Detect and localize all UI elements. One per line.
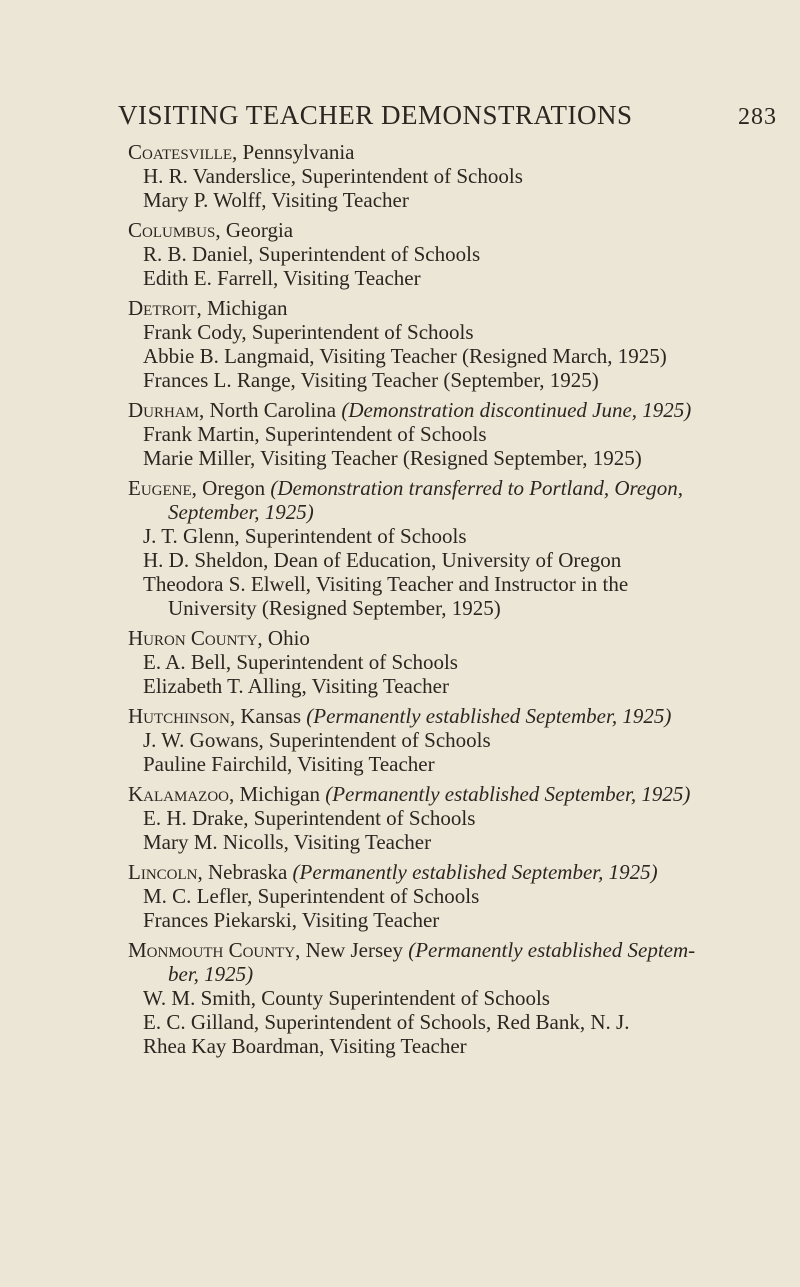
state-name: , Michigan <box>196 296 288 320</box>
place-line <box>128 626 768 650</box>
place-line <box>128 860 768 884</box>
page-number: 283 <box>738 104 777 130</box>
person-line: Frances Piekarski, Visiting Teacher <box>143 908 440 932</box>
status-note: (Permanently established September, 1925) <box>287 860 658 884</box>
entry-columbus <box>128 218 768 290</box>
person-line: Rhea Kay Boardman, Visiting Teacher <box>143 1034 467 1058</box>
state-name: , Georgia <box>215 218 294 242</box>
entry-eugene <box>128 476 768 620</box>
state-name: , Nebraska <box>197 860 288 884</box>
city-name: Lincoln <box>128 860 198 884</box>
entry-huron-county <box>128 626 768 698</box>
person-line: Frank Cody, Superintendent of Schools <box>143 320 474 344</box>
entry-hutchinson <box>128 704 768 776</box>
city-name: Columbus <box>128 218 216 242</box>
city-name: Eugene <box>128 476 192 500</box>
status-note: (Permanently established September, 1925) <box>319 782 691 806</box>
place-line <box>128 476 768 500</box>
state-name: , Michigan <box>229 782 320 806</box>
status-note: (Permanently established Septem- <box>402 938 696 962</box>
person-line: Edith E. Farrell, Visiting Teacher <box>143 266 421 290</box>
page-title: VISITING TEACHER DEMONSTRATIONS <box>118 100 633 130</box>
person-line: Frances L. Range, Visiting Teacher (September, 1925) <box>143 368 599 392</box>
entry-lincoln <box>128 860 768 932</box>
running-header <box>118 100 798 131</box>
status-note-continued: ber, 1925) <box>168 962 254 986</box>
person-line: H. D. Sheldon, Dean of Education, University of Oregon <box>143 548 622 572</box>
person-line: University (Resigned September, 1925) <box>168 596 501 620</box>
city-name: Detroit <box>128 296 197 320</box>
place-line <box>128 218 768 242</box>
person-line: R. B. Daniel, Superintendent of Schools <box>143 242 481 266</box>
city-name: Durham <box>128 398 200 422</box>
person-line: H. R. Vanderslice, Superintendent of Schools <box>143 164 523 188</box>
person-line: Theodora S. Elwell, Visiting Teacher and Instructor in the <box>143 572 629 596</box>
person-line: E. C. Gilland, Superintendent of Schools, Red Bank, N. J. <box>143 1010 630 1034</box>
person-line: J. T. Glenn, Superintendent of Schools <box>143 524 467 548</box>
person-line: E. A. Bell, Superintendent of Schools <box>143 650 458 674</box>
person-line: Elizabeth T. Alling, Visiting Teacher <box>143 674 449 698</box>
person-line: M. C. Lefler, Superintendent of Schools <box>143 884 480 908</box>
entry-durham <box>128 398 768 470</box>
state-name: , Ohio <box>257 626 310 650</box>
person-line: E. H. Drake, Superintendent of Schools <box>143 806 476 830</box>
state-name: , Oregon <box>191 476 266 500</box>
city-name: Hutchinson <box>128 704 230 728</box>
person-line: W. M. Smith, County Superintendent of Schools <box>143 986 550 1010</box>
person-line: Mary P. Wolff, Visiting Teacher <box>143 188 409 212</box>
status-note: (Demonstration transferred to Portland, Oregon, <box>265 476 683 500</box>
city-name: Monmouth County <box>128 938 296 962</box>
person-line: Abbie B. Langmaid, Visiting Teacher (Resigned March, 1925) <box>143 344 667 368</box>
entry-monmouth-county <box>128 938 768 1058</box>
place-line <box>128 296 768 320</box>
status-note: (Permanently established September, 1925) <box>301 704 672 728</box>
person-line: J. W. Gowans, Superintendent of Schools <box>143 728 491 752</box>
status-note: (Demonstration discontinued June, 1925) <box>336 398 692 422</box>
person-line: Pauline Fairchild, Visiting Teacher <box>143 752 435 776</box>
status-note-continued: September, 1925) <box>168 500 314 524</box>
place-line <box>128 704 768 728</box>
person-line: Mary M. Nicolls, Visiting Teacher <box>143 830 432 854</box>
place-line <box>128 398 768 422</box>
state-name: , North Carolina <box>199 398 337 422</box>
city-name: Kalamazoo <box>128 782 229 806</box>
entry-kalamazoo <box>128 782 768 854</box>
entry-coatesville <box>128 140 768 212</box>
city-name: Coatesville <box>128 140 232 164</box>
state-name: , Kansas <box>229 704 301 728</box>
person-line: Marie Miller, Visiting Teacher (Resigned September, 1925) <box>143 446 642 470</box>
city-name: Huron County <box>128 626 258 650</box>
place-line <box>128 782 768 806</box>
state-name: , Pennsylvania <box>232 140 355 164</box>
state-name: , New Jersey <box>295 938 403 962</box>
entry-detroit <box>128 296 768 392</box>
place-line <box>128 938 768 962</box>
demonstration-list <box>128 140 768 1064</box>
person-line: Frank Martin, Superintendent of Schools <box>143 422 487 446</box>
place-line <box>128 140 768 164</box>
